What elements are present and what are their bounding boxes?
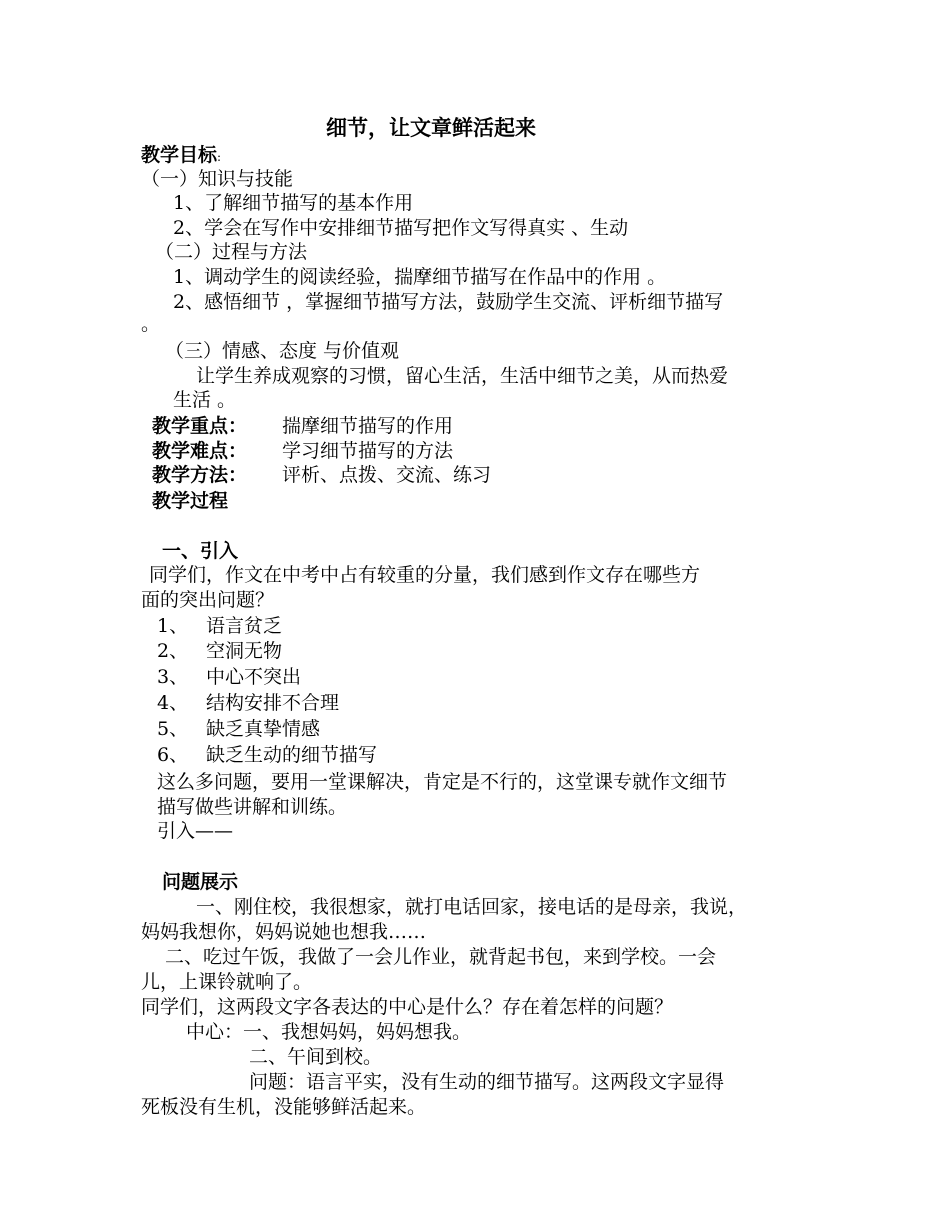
- center-line-2: 二、午间到校。: [249, 1046, 383, 1068]
- process-heading: （二）过程与方法: [155, 241, 308, 263]
- difficulty-value: 学习细节描写的方法: [282, 440, 454, 462]
- process-section-heading: 教学过程: [152, 490, 229, 512]
- emotion-line-2: 生活 。: [173, 389, 237, 411]
- intro-line-1: 同学们，作文在中考中占有较重的分量，我们感到作文存在哪些方: [149, 564, 701, 586]
- process-item-2: 2、感悟细节 ，掌握细节描写方法，鼓励学生交流、评析细节描写: [173, 291, 724, 313]
- emotion-line-1: 让学生养成观察的习惯，留心生活，生活中细节之美，从而热爱: [196, 365, 729, 387]
- showcase-para1-line-2: 妈妈我想你，妈妈说她也想我……: [141, 921, 427, 943]
- difficulty-label: 教学难点：: [152, 440, 248, 462]
- objectives-heading-colon: :: [217, 150, 222, 164]
- objectives-heading: 教学目标: [141, 144, 218, 166]
- lead-in: 引入——: [157, 820, 234, 842]
- center-line-1: 中心：一、我想妈妈，妈妈想我。: [186, 1021, 472, 1043]
- objectives-heading-line: [141, 143, 221, 169]
- problem-text-5: 缺乏真挚情感: [206, 718, 321, 740]
- problem-number-6: 6、: [157, 744, 189, 766]
- knowledge-item-1: 1、了解细节描写的基本作用: [173, 192, 414, 214]
- showcase-heading: 问题展示: [162, 871, 239, 893]
- showcase-para1-line-1: 一、刚住校，我很想家，就打电话回家，接电话的是母亲，我说，: [196, 896, 748, 918]
- key-point-label: 教学重点：: [152, 415, 248, 437]
- showcase-para2-line-1: 二、吃过午饭，我做了一会儿作业，就背起书包，来到学校。一会: [165, 946, 717, 968]
- intro-line-2: 面的突出问题？: [141, 589, 275, 611]
- problem-analysis-line-2: 死板没有生机，没能够鲜活起来。: [141, 1096, 427, 1118]
- key-point-value: 揣摩细节描写的作用: [282, 415, 454, 437]
- problem-text-2: 空洞无物: [206, 640, 283, 662]
- problem-number-4: 4、: [157, 692, 189, 714]
- showcase-para2-line-2: 儿，上课铃就响了。: [141, 971, 313, 993]
- problem-number-5: 5、: [157, 718, 189, 740]
- problem-text-1: 语言贫乏: [206, 615, 283, 637]
- problem-text-4: 结构安排不合理: [206, 692, 340, 714]
- intro-heading: 一、引入: [162, 540, 239, 562]
- process-item-1: 1、调动学生的阅读经验，揣摩细节描写在作品中的作用 。: [173, 266, 667, 288]
- method-value: 评析、点拨、交流、练习: [282, 464, 492, 486]
- showcase-question: 同学们，这两段文字各表达的中心是什么？存在着怎样的问题？: [141, 996, 674, 1018]
- knowledge-heading: （一）知识与技能: [141, 168, 294, 190]
- conclusion-line-1: 这么多问题，要用一堂课解决，肯定是不行的，这堂课专就作文细节: [157, 771, 728, 793]
- knowledge-item-2: 2、学会在写作中安排细节描写把作文写得真实 、生动: [173, 217, 629, 239]
- method-label: 教学方法：: [152, 464, 248, 486]
- problem-analysis-line-1: 问题：语言平实，没有生动的细节描写。这两段文字显得: [249, 1071, 725, 1093]
- process-item-2-overflow: 。: [141, 313, 161, 335]
- document-title: 细节，让文章鲜活起来: [326, 116, 536, 140]
- problem-number-2: 2、: [157, 640, 189, 662]
- problem-text-3: 中心不突出: [206, 666, 302, 688]
- conclusion-line-2: 描写做些讲解和训练。: [157, 796, 348, 818]
- problem-number-3: 3、: [157, 666, 189, 688]
- emotion-heading: （三）情感、态度 与价值观: [165, 340, 400, 362]
- problem-number-1: 1、: [157, 615, 189, 637]
- problem-text-6: 缺乏生动的细节描写: [206, 744, 378, 766]
